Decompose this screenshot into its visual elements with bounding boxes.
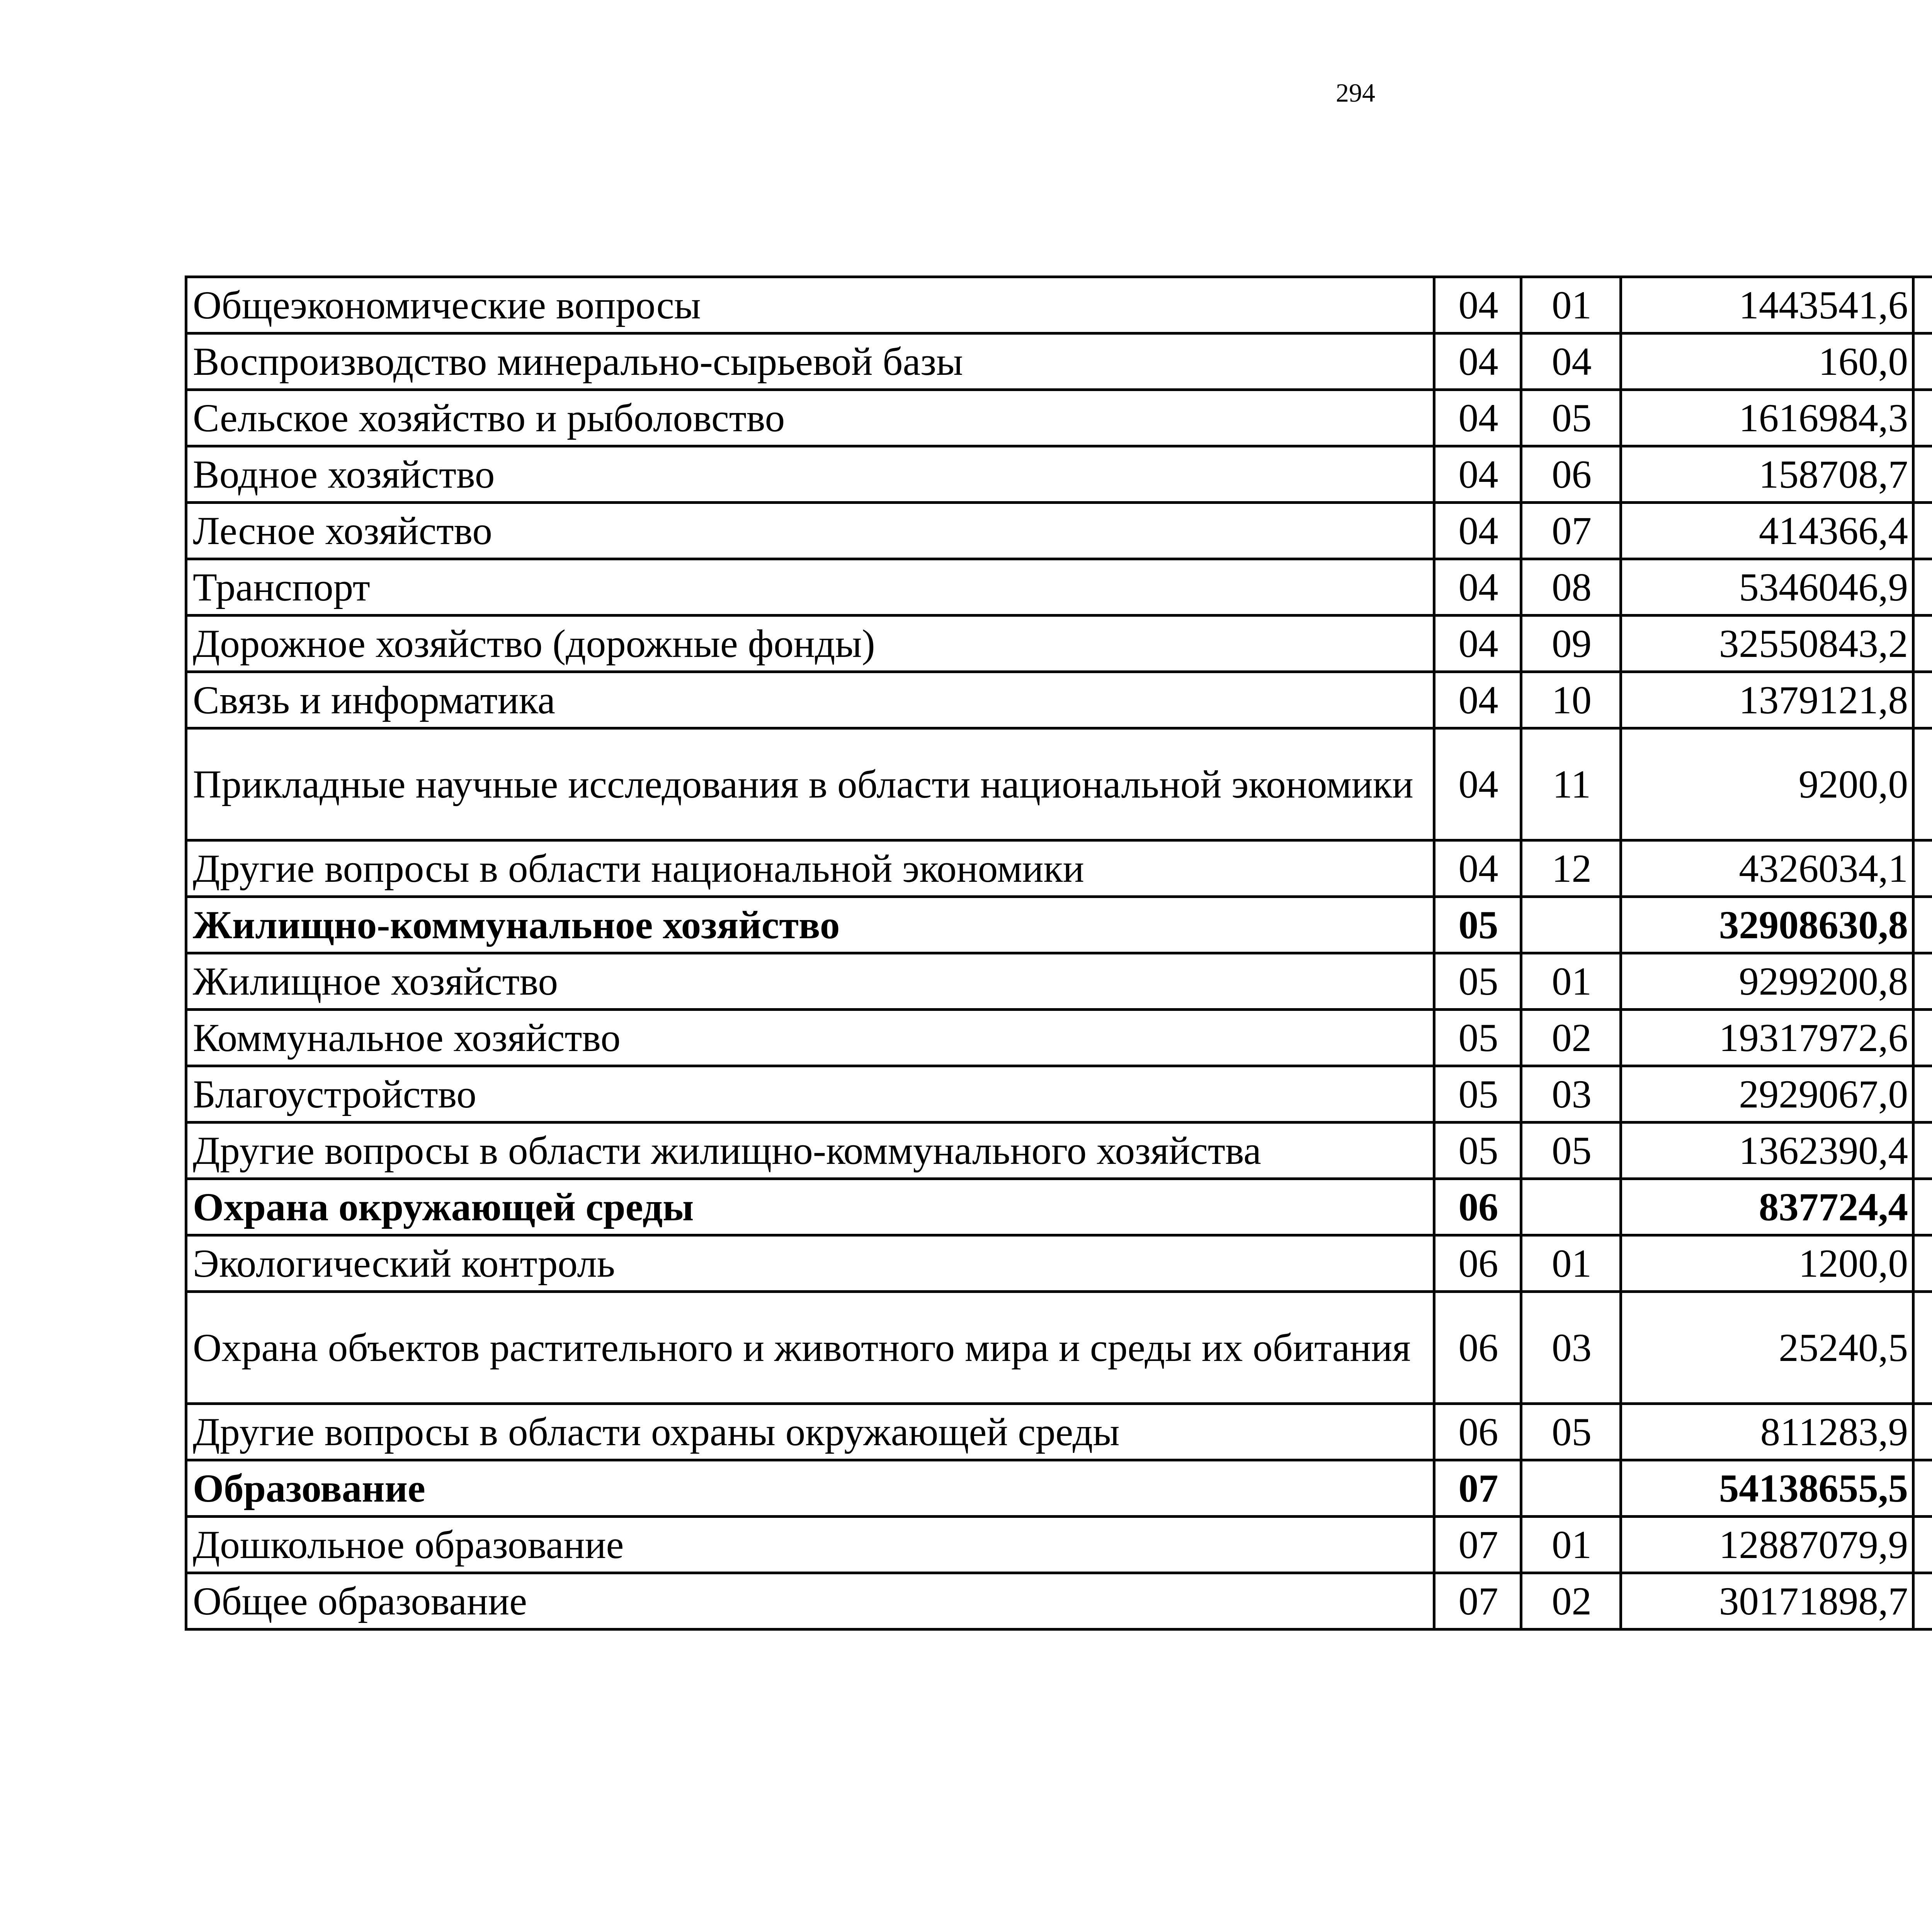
- subsection-code: 07: [1521, 503, 1621, 559]
- amount-col-1: 1362390,4: [1621, 1123, 1913, 1179]
- section-code: 04: [1434, 446, 1521, 503]
- table-row: [186, 559, 1932, 616]
- amount-col-1: 811283,9: [1621, 1404, 1913, 1460]
- table-row: [186, 333, 1932, 390]
- amount-col-1: 30171898,7: [1621, 1573, 1913, 1630]
- amount-col-1: 54138655,5: [1621, 1460, 1913, 1517]
- table-row: [186, 672, 1932, 728]
- amount-col-1: 158708,7: [1621, 446, 1913, 503]
- amount-col-2: [1913, 277, 1932, 333]
- table-row: [186, 1010, 1932, 1066]
- subsection-code: 05: [1521, 1123, 1621, 1179]
- section-code: 06: [1434, 1235, 1521, 1292]
- budget-table-body: [186, 277, 1932, 1630]
- amount-col-2: [1913, 1573, 1932, 1630]
- amount-col-2: [1913, 1292, 1932, 1404]
- table-row: [186, 728, 1932, 840]
- amount-col-2: [1913, 1066, 1932, 1123]
- amount-col-1: 4326034,1: [1621, 840, 1913, 897]
- amount-col-2: [1913, 333, 1932, 390]
- table-row: [186, 1123, 1932, 1179]
- amount-col-1: 1616984,3: [1621, 390, 1913, 446]
- amount-col-2: [1913, 503, 1932, 559]
- row-name: Благоустройство: [186, 1066, 1434, 1123]
- table-row: [186, 953, 1932, 1010]
- subsection-code: 08: [1521, 559, 1621, 616]
- section-code: 04: [1434, 840, 1521, 897]
- subsection-code: [1521, 897, 1621, 953]
- section-code: 04: [1434, 672, 1521, 728]
- amount-col-1: 9299200,8: [1621, 953, 1913, 1010]
- amount-col-1: 837724,4: [1621, 1179, 1913, 1235]
- section-code: 04: [1434, 390, 1521, 446]
- amount-col-2: [1913, 1235, 1932, 1292]
- section-code: 05: [1434, 1010, 1521, 1066]
- section-code: 04: [1434, 559, 1521, 616]
- subsection-code: [1521, 1179, 1621, 1235]
- table-row: [186, 390, 1932, 446]
- subsection-code: 01: [1521, 1517, 1621, 1573]
- subsection-code: 10: [1521, 672, 1621, 728]
- row-name: Другие вопросы в области национальной экономики: [186, 840, 1434, 897]
- subsection-code: 01: [1521, 953, 1621, 1010]
- amount-col-2: [1913, 1123, 1932, 1179]
- amount-col-1: 1200,0: [1621, 1235, 1913, 1292]
- section-code: 07: [1434, 1517, 1521, 1573]
- subsection-code: 01: [1521, 277, 1621, 333]
- section-code: 07: [1434, 1460, 1521, 1517]
- row-name: Охрана окружающей среды: [186, 1179, 1434, 1235]
- amount-col-1: 1443541,6: [1621, 277, 1913, 333]
- subsection-code: 06: [1521, 446, 1621, 503]
- row-name: Экологический контроль: [186, 1235, 1434, 1292]
- amount-col-2: [1913, 1179, 1932, 1235]
- table-row: [186, 1404, 1932, 1460]
- subsection-code: 05: [1521, 1404, 1621, 1460]
- amount-col-1: 160,0: [1621, 333, 1913, 390]
- amount-col-2: [1913, 559, 1932, 616]
- page-number: 294: [1336, 78, 1375, 107]
- section-code: 04: [1434, 728, 1521, 840]
- row-name: Дошкольное образование: [186, 1517, 1434, 1573]
- table-section-row: [186, 897, 1932, 953]
- section-code: 06: [1434, 1404, 1521, 1460]
- subsection-code: 03: [1521, 1292, 1621, 1404]
- amount-col-1: 19317972,6: [1621, 1010, 1913, 1066]
- row-name: Охрана объектов растительного и животного мира и среды их обитания: [186, 1292, 1434, 1404]
- section-code: 04: [1434, 277, 1521, 333]
- section-code: 05: [1434, 1066, 1521, 1123]
- table-section-row: [186, 1460, 1932, 1517]
- amount-col-1: 32550843,2: [1621, 616, 1913, 672]
- row-name: Другие вопросы в области жилищно-коммунального хозяйства: [186, 1123, 1434, 1179]
- section-code: 05: [1434, 897, 1521, 953]
- table-row: [186, 1066, 1932, 1123]
- table-row: [186, 616, 1932, 672]
- amount-col-2: [1913, 1010, 1932, 1066]
- section-code: 04: [1434, 503, 1521, 559]
- section-code: 04: [1434, 333, 1521, 390]
- budget-table: [185, 276, 1932, 1631]
- section-code: 06: [1434, 1292, 1521, 1404]
- table-section-row: [186, 1179, 1932, 1235]
- row-name: Общеэкономические вопросы: [186, 277, 1434, 333]
- amount-col-2: [1913, 672, 1932, 728]
- row-name: Транспорт: [186, 559, 1434, 616]
- subsection-code: [1521, 1460, 1621, 1517]
- table-row: [186, 1573, 1932, 1630]
- amount-col-2: [1913, 728, 1932, 840]
- amount-col-2: [1913, 1404, 1932, 1460]
- amount-col-1: 5346046,9: [1621, 559, 1913, 616]
- amount-col-1: 32908630,8: [1621, 897, 1913, 953]
- table-row: [186, 840, 1932, 897]
- amount-col-1: 2929067,0: [1621, 1066, 1913, 1123]
- subsection-code: 03: [1521, 1066, 1621, 1123]
- amount-col-1: 25240,5: [1621, 1292, 1913, 1404]
- amount-col-2: [1913, 840, 1932, 897]
- row-name: Образование: [186, 1460, 1434, 1517]
- amount-col-2: [1913, 897, 1932, 953]
- amount-col-2: [1913, 390, 1932, 446]
- row-name: Дорожное хозяйство (дорожные фонды): [186, 616, 1434, 672]
- row-name: Лесное хозяйство: [186, 503, 1434, 559]
- subsection-code: 04: [1521, 333, 1621, 390]
- subsection-code: 02: [1521, 1010, 1621, 1066]
- subsection-code: 11: [1521, 728, 1621, 840]
- row-name: Связь и информатика: [186, 672, 1434, 728]
- section-code: 06: [1434, 1179, 1521, 1235]
- subsection-code: 12: [1521, 840, 1621, 897]
- table-row: [186, 503, 1932, 559]
- row-name: Прикладные научные исследования в области национальной экономики: [186, 728, 1434, 840]
- row-name: Водное хозяйство: [186, 446, 1434, 503]
- table-row: [186, 446, 1932, 503]
- amount-col-2: [1913, 1460, 1932, 1517]
- amount-col-2: [1913, 616, 1932, 672]
- subsection-code: 02: [1521, 1573, 1621, 1630]
- row-name: Жилищное хозяйство: [186, 953, 1434, 1010]
- table-row: [186, 1292, 1932, 1404]
- section-code: 04: [1434, 616, 1521, 672]
- amount-col-2: [1913, 953, 1932, 1010]
- row-name: Другие вопросы в области охраны окружающей среды: [186, 1404, 1434, 1460]
- section-code: 05: [1434, 953, 1521, 1010]
- subsection-code: 09: [1521, 616, 1621, 672]
- subsection-code: 05: [1521, 390, 1621, 446]
- row-name: Сельское хозяйство и рыболовство: [186, 390, 1434, 446]
- subsection-code: 01: [1521, 1235, 1621, 1292]
- row-name: Общее образование: [186, 1573, 1434, 1630]
- table-row: [186, 277, 1932, 333]
- table-row: [186, 1517, 1932, 1573]
- section-code: 07: [1434, 1573, 1521, 1630]
- table-row: [186, 1235, 1932, 1292]
- amount-col-2: [1913, 1517, 1932, 1573]
- section-code: 05: [1434, 1123, 1521, 1179]
- amount-col-2: [1913, 446, 1932, 503]
- row-name: Коммунальное хозяйство: [186, 1010, 1434, 1066]
- amount-col-1: 414366,4: [1621, 503, 1913, 559]
- amount-col-1: 9200,0: [1621, 728, 1913, 840]
- row-name: Воспроизводство минерально-сырьевой базы: [186, 333, 1434, 390]
- amount-col-1: 1379121,8: [1621, 672, 1913, 728]
- row-name: Жилищно-коммунальное хозяйство: [186, 897, 1434, 953]
- amount-col-1: 12887079,9: [1621, 1517, 1913, 1573]
